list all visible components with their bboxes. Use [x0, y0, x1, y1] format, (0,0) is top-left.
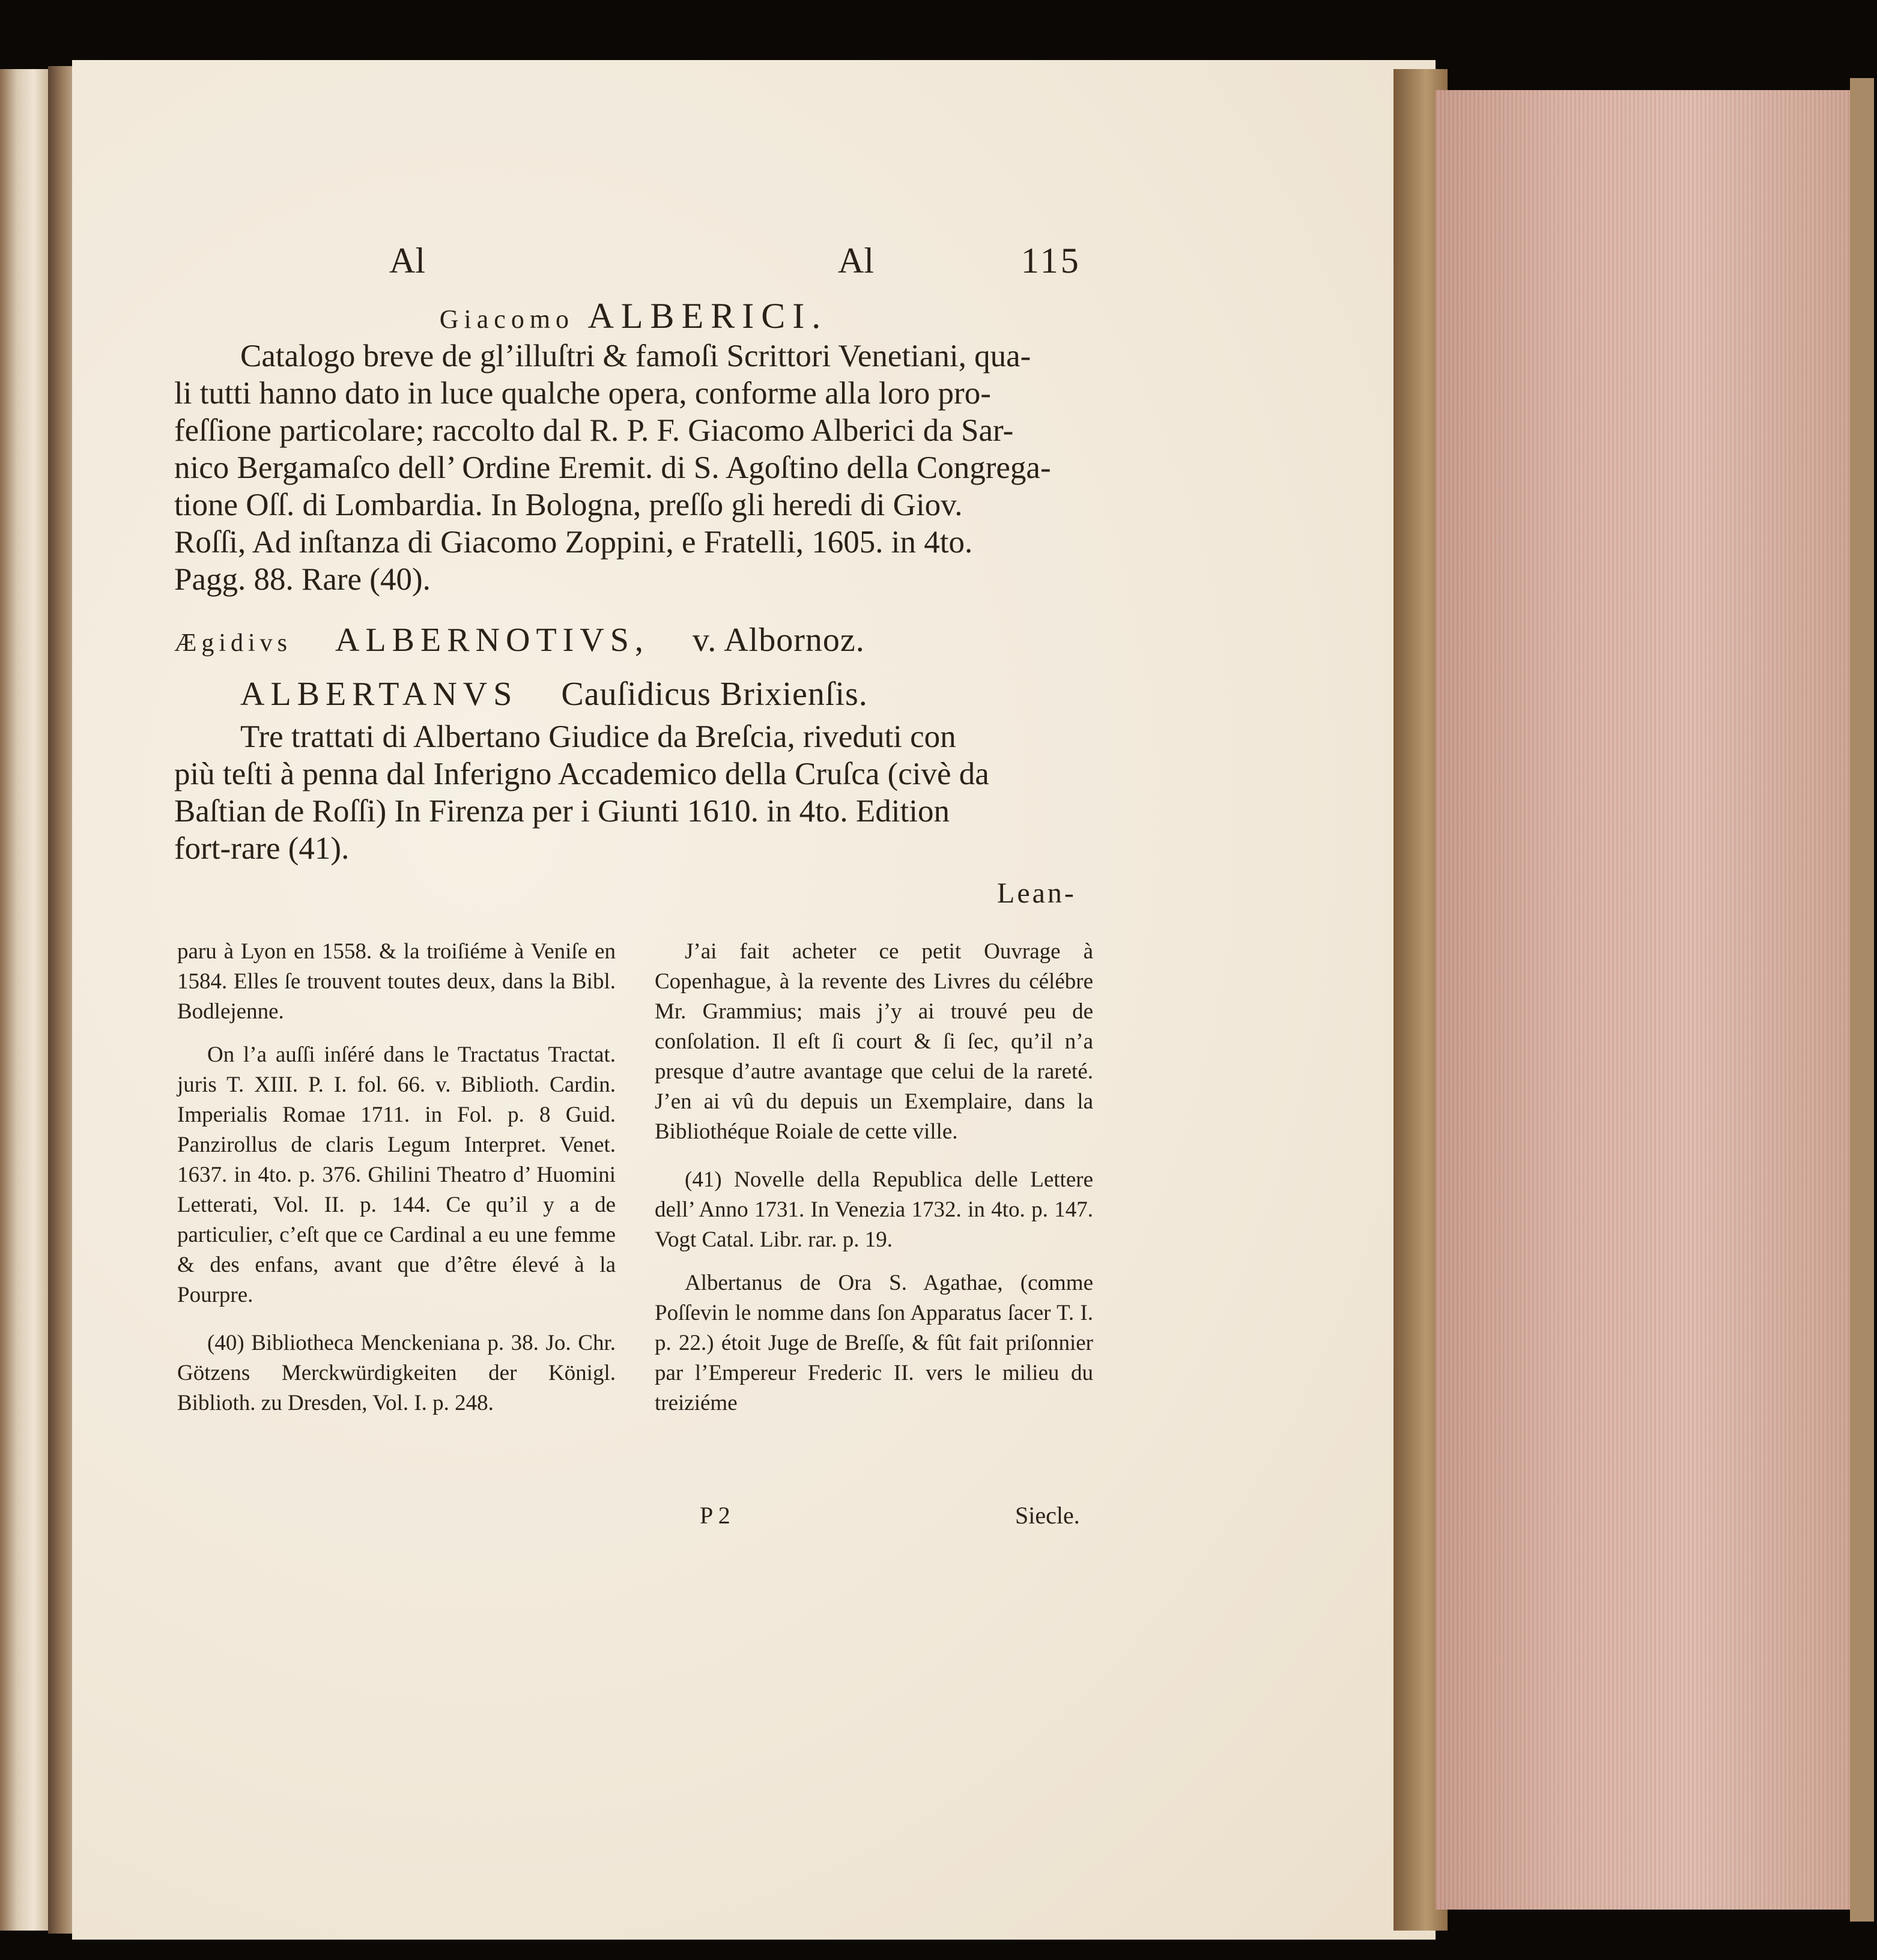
text-line: fort-rare (41).: [174, 831, 350, 866]
catchword-foot: Siecle.: [1015, 1502, 1080, 1529]
entry-heading-alberici: [174, 294, 1093, 337]
text-line: feſſione particolare; raccolto dal R. P. F. Giacomo Alberici da Sar-: [174, 413, 1014, 448]
running-header-left: Al: [389, 241, 425, 280]
page-number: 115: [1021, 241, 1081, 280]
text-line: Catalogo breve de gl’illuſtri & famoſi Scrittori Venetiani, qua-: [240, 339, 1031, 374]
notes-column-right: [655, 937, 1093, 1432]
note-paragraph: (40) Bibliotheca Menckeniana p. 38. Jo. Chr. Götzens Merckwürdigkeiten der Königl. Biblioth. zu Dresden, Vol. I. p. 248.: [177, 1331, 616, 1415]
signature-mark: P 2: [700, 1502, 730, 1529]
entry-body-albertanus: [174, 718, 1093, 867]
note-paragraph: paru à Lyon en 1558. & la troiſiéme à Veniſe en 1584. Elles ſe trouvent toutes deux, dans la Bibl. Bodlejenne.: [177, 939, 616, 1024]
entry-heading-albertanus: ALBERTANVS Cauſidicus Brixienſis.: [240, 676, 868, 713]
note-paragraph: (41) Novelle della Republica delle Lettere dell’ Anno 1731. In Venezia 1732. in 4to. p. 147. Vogt Catal. Libr. rar. p. 19.: [655, 1167, 1093, 1252]
text-line: tione Oſſ. di Lombardia. In Bologna, preſſo gli heredi di Giov.: [174, 488, 963, 522]
catchword-main: Lean-: [997, 877, 1076, 909]
heading-surname: ALBERICI.: [587, 296, 828, 336]
main-text: [174, 294, 1093, 867]
text-line: li tutti hanno dato in luce qualche opera, conforme alla loro pro-: [174, 376, 991, 411]
notes-column-left: [177, 937, 616, 1432]
text-line: Pagg. 88. Rare (40).: [174, 562, 431, 597]
note-paragraph: J’ai fait acheter ce petit Ouvrage à Copenhague, à la revente des Livres du célébre Mr. Grammius; mais j’y ai trouvé peu de conſolation. Il eſt ſi court & ſi ſec, qu’il n’a presque d’autre avantage que celui de la rareté. J’en ai vû du depuis un Exemplaire, dans la Bibliothéque Roiale de cette ville.: [655, 939, 1093, 1144]
text-line: nico Bergamaſco dell’ Ordine Eremit. di S. Agoſtino della Congrega-: [174, 450, 1051, 485]
entry-heading-albernotius: Ægidivs ALBERNOTIVS, v. Albornoz.: [174, 622, 865, 659]
left-page-edge: [0, 69, 48, 1931]
note-paragraph: Albertanus de Ora S. Agathae, (comme Poſſevin le nomme dans ſon Apparatus ſacer T. I. p. 22.) étoit Juge de Breſſe, & fût fait priſonnier par l’Empereur Frederic II. vers le milieu du treiziéme: [655, 1271, 1093, 1415]
text-line: Tre trattati di Albertano Giudice da Breſcia, riveduti con: [240, 719, 956, 754]
entry-body-alberici: [174, 337, 1093, 598]
text-line: Baſtian de Roſſi) In Firenza per i Giunti 1610. in 4to. Edition: [174, 794, 950, 829]
page-fore-edge: [1436, 90, 1868, 1910]
text-line: più teſti à penna dal Inferigno Accademico della Cruſca (civè da: [174, 757, 989, 791]
book-cover-edge: [1850, 78, 1874, 1922]
heading-first-name: Giacomo: [439, 304, 575, 334]
note-paragraph: On l’a auſſi inſéré dans le Tractatus Tractat. juris T. XIII. P. I. fol. 66. v. Biblioth. Cardin. Imperialis Romae 1711. in Fol. p. 8 Guid. Panzirollus de claris Legum Interpret. Venet. 1637. in 4to. p. 376. Ghilini Theatro d’ Huomini Letterati, Vol. II. p. 144. Ce qu’il y a de particulier, c’eſt que ce Cardinal a eu une femme & des enfans, avant que d’être élevé à la Pourpre.: [177, 1042, 616, 1307]
running-header-center: Al: [838, 241, 874, 280]
text-line: Roſſi, Ad inſtanza di Giacomo Zoppini, e Fratelli, 1605. in 4to.: [174, 525, 973, 560]
